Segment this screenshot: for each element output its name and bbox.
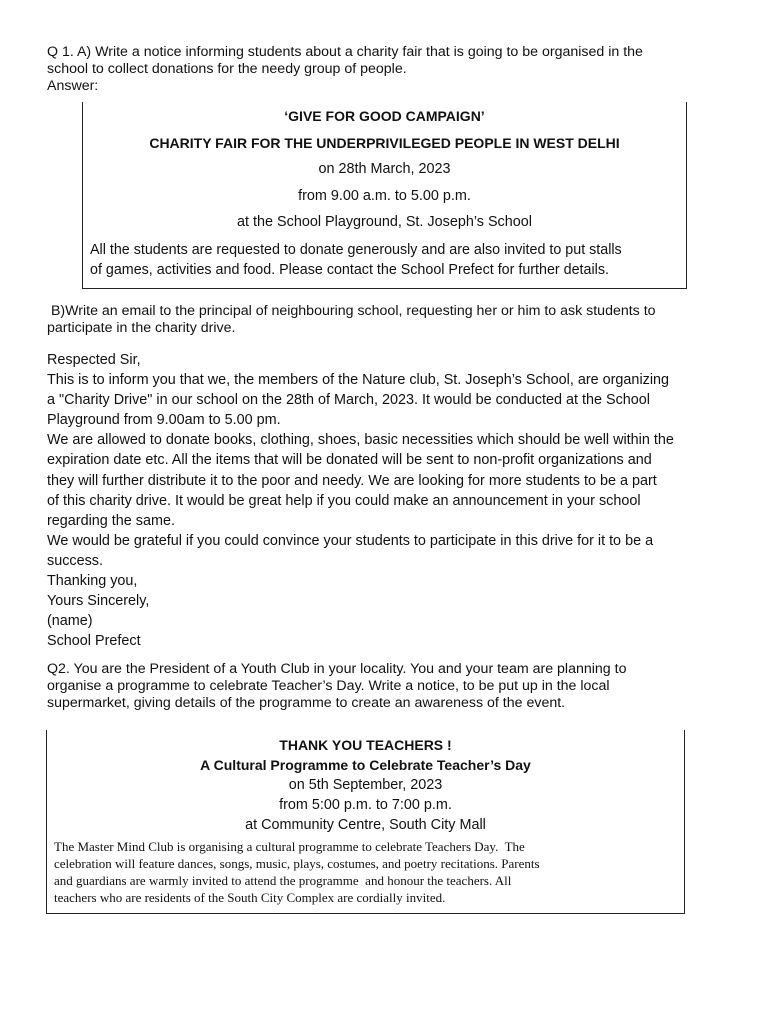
- q2-notice-body-line-3: and guardians are warmly invited to attend the programme and honour the teachers. All: [54, 873, 512, 888]
- q1-question-line-1: Q 1. A) Write a notice informing students about a charity fair that is going to be organised in the: [47, 44, 643, 60]
- email-line: they will further distribute it to the poor and needy. We are looking for more students to be a part: [47, 472, 657, 489]
- email-designation: School Prefect: [47, 633, 141, 650]
- q2-notice-box: [46, 730, 685, 914]
- q2-question-line-3: supermarket, giving details of the programme to create an awareness of the event.: [47, 695, 566, 711]
- q1-notice-time: from 9.00 a.m. to 5.00 p.m.: [298, 188, 471, 204]
- q1-notice-body-line-2: of games, activities and food. Please contact the School Prefect for further details.: [90, 262, 609, 278]
- q1-question-line-2: school to collect donations for the needy group of people.: [47, 61, 407, 77]
- email-line: This is to inform you that we, the members of the Nature club, St. Joseph’s School, are organizing: [47, 372, 670, 389]
- email-line: regarding the same.: [47, 512, 175, 529]
- q2-notice-body-line-2: celebration will feature dances, songs, music, plays, costumes, and poetry recitations. Parents: [54, 856, 540, 871]
- q1-notice-date: on 28th March, 2023: [318, 161, 451, 177]
- q2-question-line-1: Q2. You are the President of a Youth Club in your locality. You and your team are planning to: [47, 661, 627, 677]
- q2-notice-body-line-4: teachers who are residents of the South City Complex are cordially invited.: [54, 890, 446, 905]
- q1-notice-body: [90, 240, 622, 280]
- q1-notice-subtitle: CHARITY FAIR FOR THE UNDERPRIVILEGED PEOPLE IN WEST DELHI: [149, 135, 620, 151]
- email-line: a "Charity Drive" in our school on the 28th of March, 2023. It would be conducted at the School: [47, 392, 650, 409]
- q2-notice-time: from 5:00 p.m. to 7:00 p.m.: [279, 797, 452, 813]
- email-signoff: Yours Sincerely,: [47, 593, 150, 610]
- part-b-line-2: participate in the charity drive.: [47, 320, 236, 336]
- q2-notice-venue: at Community Centre, South City Mall: [245, 817, 486, 833]
- q2-notice-title: THANK YOU TEACHERS !: [279, 737, 452, 753]
- q2-notice-body: [54, 838, 540, 906]
- q2-notice-subtitle: A Cultural Programme to Celebrate Teacher’s Day: [200, 757, 531, 773]
- q1-notice-body-line-1: All the students are requested to donate generously and are also invited to put stalls: [90, 242, 622, 258]
- q1-notice-venue: at the School Playground, St. Joseph’s School: [237, 214, 532, 230]
- q1-question: [47, 44, 643, 95]
- part-b-line-1: B)Write an email to the principal of neighbouring school, requesting her or him to ask students to: [47, 303, 656, 319]
- email-line: We are allowed to donate books, clothing, shoes, basic necessities which should be well within the: [47, 432, 674, 449]
- email-closing: Thanking you,: [47, 573, 138, 590]
- email-body: [47, 350, 674, 651]
- answer-label: Answer:: [47, 78, 99, 94]
- email-line: success.: [47, 552, 103, 569]
- q2-question-line-2: organise a programme to celebrate Teacher’s Day. Write a notice, to be put up in the local: [47, 678, 610, 694]
- q2-question: [47, 661, 626, 712]
- email-line: of this charity drive. It would be great help if you could make an announcement in your school: [47, 492, 641, 509]
- email-line: We would be grateful if you could convince your students to participate in this drive for it to be a: [47, 532, 654, 549]
- q1-notice-title: ‘GIVE FOR GOOD CAMPAIGN’: [284, 108, 485, 124]
- q1-notice-box: [82, 102, 687, 289]
- q2-notice-body-line-1: The Master Mind Club is organising a cultural programme to celebrate Teachers Day. The: [54, 839, 525, 854]
- email-line: expiration date etc. All the items that will be donated will be sent to non-profit organizations and: [47, 452, 652, 469]
- q2-notice-date: on 5th September, 2023: [288, 777, 443, 793]
- email-salutation: Respected Sir,: [47, 352, 141, 368]
- q1-part-b-question: [47, 303, 656, 337]
- email-line: Playground from 9.00am to 5.00 pm.: [47, 412, 281, 429]
- email-name: (name): [47, 613, 93, 630]
